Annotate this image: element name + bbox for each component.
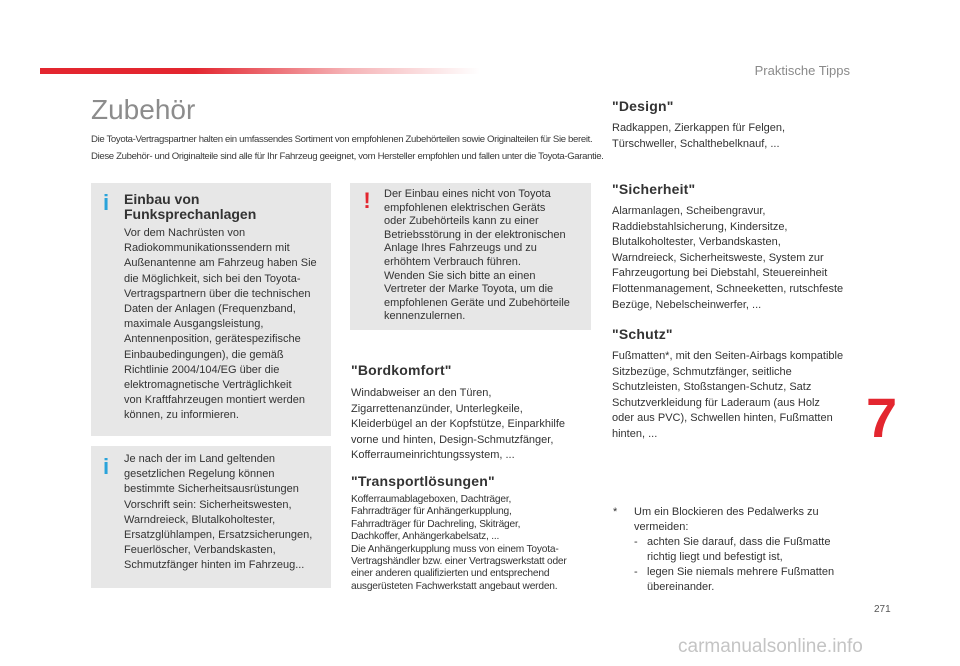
text-line: Fußmatten*, mit den Seiten-Airbags kompatible [612, 350, 844, 362]
footnote [613, 505, 853, 595]
design-text [612, 121, 862, 152]
text-line: Blutalkoholtester, Verbandskasten, [612, 236, 781, 249]
text-line: Kofferraumeinrichtungssystem, ... [351, 449, 515, 462]
sicherheit-heading: "Sicherheit" [612, 181, 696, 197]
text-line: Alarmanlagen, Scheibengravur, [612, 205, 766, 217]
footnote-star: * [613, 506, 618, 518]
text-line: Vertreter der Marke Toyota, um die [384, 283, 554, 296]
footnote-dash: - [634, 566, 638, 578]
text-line: Feuerlöscher, Verbandskasten, [124, 544, 276, 557]
watermark: carmanualsonline.info [678, 636, 863, 657]
schutz-text [612, 349, 862, 443]
text-line: einer anderen qualifizierten und entsprechend [351, 568, 550, 580]
text-line: Kofferraumablageboxen, Dachträger, [351, 494, 512, 505]
section-label: Praktische Tipps [754, 63, 850, 78]
title-line: Funksprechanlagen [124, 206, 257, 222]
transport-heading: "Transportlösungen" [351, 473, 495, 489]
text-line: Dachkoffer, Anhängerkabelsatz, ... [351, 531, 500, 543]
text-line: Richtlinie 2004/104/EG über die [124, 363, 280, 376]
text-line: Außenantenne am Fahrzeug haben Sie [124, 257, 317, 270]
text-line: Warndreieck, Sicherheitsweste, System zur [612, 251, 824, 264]
text-line: Sitzbezüge, Schmutzfänger, seitliche [612, 365, 792, 378]
footnote-line: vermeiden: [634, 521, 689, 533]
page-number: 271 [874, 604, 891, 615]
text-line: oder aus PVC), Schwellen hinten, Fußmatten [612, 412, 833, 425]
title-line: Einbau von [124, 191, 200, 207]
chapter-number: 7 [866, 386, 898, 449]
text-line: Vertragshändler bzw. einer Vertragswerkstatt oder [351, 556, 567, 568]
page-title: Zubehör [91, 94, 196, 125]
text-line: elektromagnetische Verträglichkeit [124, 379, 292, 392]
text-line: Vorschrift sein: Sicherheitswesten, [124, 498, 292, 511]
footnote-dash: - [634, 536, 638, 548]
text-line: gesetzlichen Regelung können [124, 468, 275, 481]
transport-text [351, 494, 601, 593]
text-line: Einbaubedingungen), die gemäß [124, 348, 284, 361]
text-line: Schmutzfänger hinten im Fahrzeug... [124, 559, 305, 572]
bordkomfort-heading: "Bordkomfort" [351, 362, 452, 378]
text-line: bestimmte Sicherheitsausrüstungen [124, 483, 299, 496]
text-line: können, zu informieren. [124, 409, 239, 422]
text-line: Flottenmanagement, Schneeketten, rutschfeste [612, 282, 844, 295]
info-icon: i [102, 190, 110, 215]
info-box-radio-title [124, 192, 324, 222]
text-line: von Kraftfahrzeugen montiert werden [124, 394, 305, 407]
text-line: Daten der Anlagen (Frequenzband, [124, 303, 296, 316]
text-line: oder Zubehörteils kann zu einer [384, 215, 539, 228]
text-line: empfohlenen elektrischen Geräts [384, 201, 546, 214]
intro-line: Die Toyota-Vertragspartner halten ein umfassendes Sortiment von empfohlenen Zubehörteilen sowie Originalteilen für Sie bereit. [91, 134, 593, 145]
text-line: Wenden Sie sich bitte an einen [384, 269, 536, 282]
text-line: Kleiderbügel an der Kopfstütze, Einparkhilfe [351, 418, 566, 431]
design-heading: "Design" [612, 98, 674, 114]
sicherheit-text [612, 204, 862, 313]
text-line: Fahrradträger für Dachreling, Skiträger, [351, 518, 521, 530]
footnote-line: Um ein Blockieren des Pedalwerks zu [634, 506, 819, 518]
text-line: Türschweller, Schalthebelknauf, ... [612, 137, 780, 150]
text-line: Fahrzeugortung bei Diebstahl, Steuereinheit [612, 267, 828, 280]
text-line: Fahrradträger für Anhängerkupplung, [351, 506, 512, 518]
intro-text [91, 131, 611, 165]
text-line: erhöhtem Verbrauch führen. [384, 255, 521, 268]
text-line: vorne und hinten, Design-Schmutzfänger, [351, 433, 554, 446]
schutz-heading: "Schutz" [612, 326, 673, 342]
warning-box-text [384, 188, 589, 324]
text-line: Vertragspartnern über die technischen [124, 287, 311, 300]
text-line: Antennenposition, gerätespezifische [124, 333, 301, 346]
text-line: Raddiebstahlsicherung, Kindersitze, [612, 220, 788, 233]
text-line: Der Einbau eines nicht von Toyota [384, 188, 551, 200]
text-line: Ersatzglühlampen, Ersatzsicherungen, [124, 529, 313, 542]
text-line: kennenzulernen. [384, 310, 466, 323]
text-line: Anlage Ihres Fahrzeugs und zu [384, 242, 537, 255]
text-line: Betriebsstörung in der elektronischen [384, 228, 566, 241]
text-line: maximale Ausgangsleistung, [124, 318, 264, 331]
text-line: Vor dem Nachrüsten von [124, 227, 246, 239]
footnote-line: achten Sie darauf, dass die Fußmatte [647, 536, 831, 548]
text-line: Radiokommunikationssendern mit [124, 242, 290, 255]
text-line: Warndreieck, Blutalkoholtester, [124, 513, 276, 526]
text-line: Bezüge, Nebelscheinwerfer, ... [612, 298, 762, 311]
info-icon: i [102, 454, 110, 479]
text-line: Zigarrettenanzünder, Unterlegkeile, [351, 402, 523, 415]
intro-line: Diese Zubehör- und Originalteile sind alle für Ihr Fahrzeug geeignet, vom Hersteller empfohlen und fallen unter die Toyota-Garantie. [91, 151, 604, 162]
header-accent-bar [40, 68, 480, 74]
footnote-line: übereinander. [647, 581, 715, 593]
text-line: hinten, ... [612, 427, 658, 440]
exclamation-icon: ! [363, 188, 371, 213]
text-line: ausgerüsteten Fachwerkstatt angebaut werden. [351, 580, 558, 592]
text-line: Je nach der im Land geltenden [124, 453, 276, 465]
text-line: Schutzverkleidung für Laderaum (aus Holz [612, 396, 820, 409]
footnote-line: richtig liegt und befestigt ist, [647, 551, 783, 563]
text-line: Windabweiser an den Türen, [351, 387, 492, 399]
text-line: empfohlenen Geräte und Zubehörteile [384, 296, 570, 309]
text-line: Die Anhängerkupplung muss von einem Toyota- [351, 543, 559, 555]
info-box-radio-text [124, 226, 329, 424]
text-line: die Möglichkeit, sich bei den Toyota- [124, 272, 301, 285]
footnote-line: legen Sie niemals mehrere Fußmatten [647, 566, 835, 578]
info-box-legal-text [124, 452, 329, 574]
text-line: Schutzleisten, Stoßstangen-Schutz, Satz [612, 381, 812, 394]
bordkomfort-text [351, 386, 596, 464]
text-line: Radkappen, Zierkappen für Felgen, [612, 122, 786, 134]
